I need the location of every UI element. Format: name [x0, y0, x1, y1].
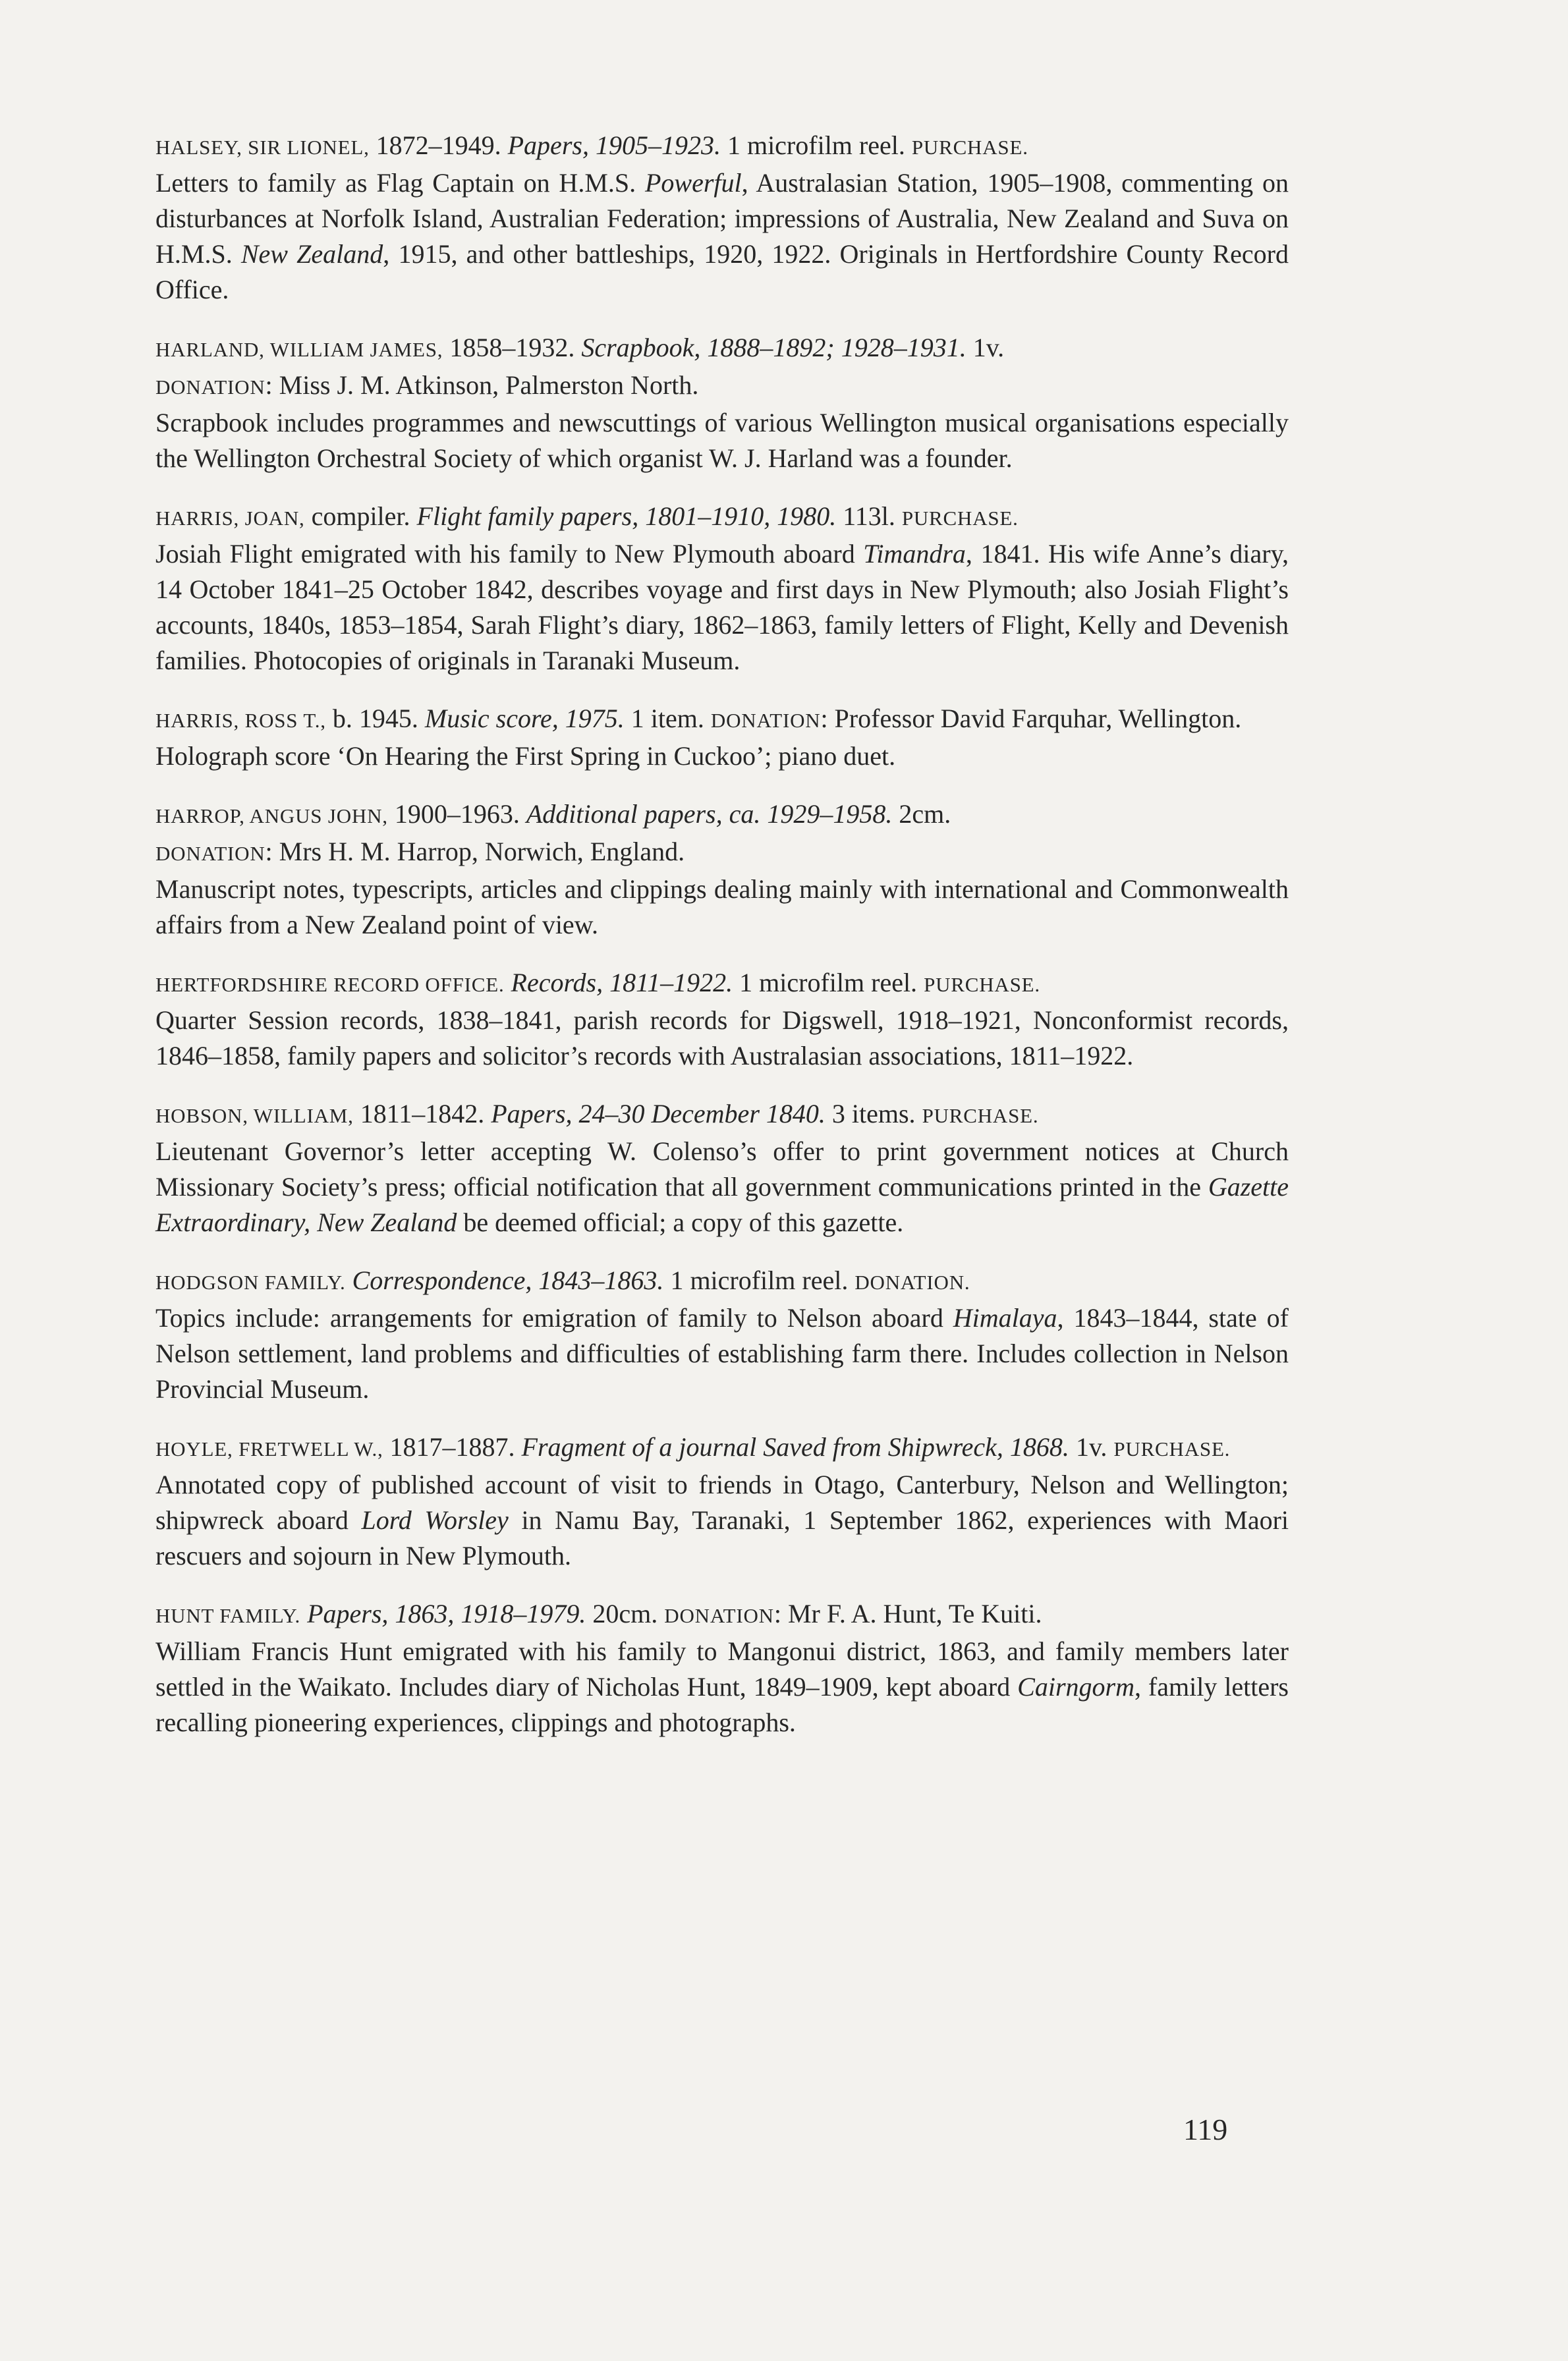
text-segment: : Professor David Farquhar, Wellington. — [820, 704, 1242, 733]
page-number: 119 — [1183, 2113, 1228, 2146]
small-caps-text: PURCHASE. — [924, 973, 1040, 996]
entry-name: HODGSON FAMILY. — [155, 1271, 346, 1294]
text-segment: 1v. — [966, 333, 1005, 362]
text-segment: William Francis Hunt emigrated with his family to Mangonui district, 1863, and family members later settled in the Waikato. Includes diary of Nicholas Hunt, 1849–1909, kept aboard — [155, 1636, 1289, 1702]
small-caps-text: DONATION — [664, 1604, 774, 1627]
entry-name: HARLAND, WILLIAM JAMES, — [155, 338, 443, 361]
catalogue-entry — [155, 1263, 1289, 1407]
italic-text: Fragment of a journal Saved from Shipwreck, 1868. — [521, 1432, 1069, 1462]
small-caps-text: DONATION — [155, 842, 266, 865]
entry-heading — [155, 128, 1289, 165]
entry-name: HARRIS, JOAN, — [155, 507, 305, 530]
entry-name: HALSEY, SIR LIONEL, — [155, 136, 370, 159]
italic-text: Powerful — [645, 168, 742, 198]
text-segment: 2cm. — [892, 799, 951, 829]
entry-description — [155, 1634, 1289, 1740]
small-caps-text: PURCHASE. — [911, 136, 1028, 159]
entry-name: HUNT FAMILY. — [155, 1604, 301, 1627]
italic-text: Gazette Extraordinary, New Zealand — [155, 1172, 1289, 1237]
entry-name: HARRIS, ROSS T., — [155, 709, 326, 732]
text-segment: Topics include: arrangements for emigration of family to Nelson aboard — [155, 1303, 953, 1333]
italic-text: New Zealand — [240, 239, 383, 269]
italic-text: Himalaya — [953, 1303, 1057, 1333]
text-segment: Letters to family as Flag Captain on H.M.S. — [155, 168, 645, 198]
entry-heading — [155, 499, 1289, 536]
text-segment: 1 microfilm reel. — [663, 1265, 855, 1295]
entry-donation-line — [155, 368, 1289, 405]
entry-name: HOYLE, FRETWELL W., — [155, 1437, 383, 1460]
text-segment: : Mrs H. M. Harrop, Norwich, England. — [265, 837, 685, 866]
entry-description — [155, 1467, 1289, 1574]
entry-description — [155, 536, 1289, 679]
text-segment: 3 items. — [825, 1099, 922, 1128]
catalogue-entry — [155, 1096, 1289, 1240]
text-segment: Holograph score ‘On Hearing the First Spring in Cuckoo’; piano duet. — [155, 741, 896, 771]
text-segment: : Mr F. A. Hunt, Te Kuiti. — [773, 1599, 1042, 1628]
entry-description — [155, 738, 1289, 774]
small-caps-text: PURCHASE. — [901, 507, 1019, 530]
text-segment: Josiah Flight emigrated with his family to New Plymouth aboard — [155, 539, 864, 569]
entry-heading — [155, 1596, 1289, 1634]
catalogue-entry — [155, 965, 1289, 1074]
text-segment: 1817–1887. — [389, 1432, 522, 1462]
text-segment: 1872–1949. — [376, 130, 508, 160]
catalogue-entry — [155, 330, 1289, 476]
text-segment: , 1841. His wife Anne’s diary, 14 October 1841–25 October 1842, describes voyage and first days in New Plymouth; also Josiah Flight’s accounts, 1840s, 1853–1854, Sarah Flight’s diary, 1862–1863, family letters of Flight, Kelly and Devenish families. Photocopies of originals in Taranaki Museum. — [155, 539, 1289, 675]
italic-text: Lord Worsley — [361, 1505, 509, 1535]
italic-text: Additional papers, ca. 1929–1958. — [526, 799, 893, 829]
entry-heading — [155, 965, 1289, 1003]
text-segment: 1 microfilm reel. — [733, 968, 924, 997]
italic-text: Timandra — [863, 539, 966, 569]
text-segment: 1900–1963. — [394, 799, 526, 829]
entry-name: HARROP, ANGUS JOHN, — [155, 804, 388, 827]
text-segment: 1858–1932. — [449, 333, 582, 362]
entry-heading — [155, 1430, 1289, 1467]
catalogue-entries — [155, 128, 1289, 1763]
text-segment: Scrapbook includes programmes and newscuttings of various Wellington musical organisations especially the Wellington Orchestral Society of which organist W. J. Harland was a founder. — [155, 408, 1289, 473]
text-segment: , 1915, and other battleships, 1920, 1922. Originals in Hertfordshire County Record Office. — [155, 239, 1289, 304]
entry-description — [155, 872, 1289, 943]
entry-description — [155, 1134, 1289, 1240]
text-segment: compiler. — [311, 501, 417, 531]
italic-text: Records, 1811–1922. — [511, 968, 733, 997]
catalogue-entry — [155, 499, 1289, 679]
entry-description — [155, 1300, 1289, 1407]
text-segment: : Miss J. M. Atkinson, Palmerston North. — [265, 370, 699, 400]
italic-text: Flight family papers, 1801–1910, 1980. — [416, 501, 837, 531]
italic-text: Music score, 1975. — [424, 704, 625, 733]
italic-text: Papers, 1905–1923. — [507, 130, 721, 160]
entry-description — [155, 1003, 1289, 1074]
catalogue-entry — [155, 1430, 1289, 1574]
entry-donation-line — [155, 834, 1289, 872]
catalogue-entry — [155, 796, 1289, 943]
text-segment: in Namu Bay, Taranaki, 1 September 1862, experiences with Maori rescuers and sojourn in New Plymouth. — [155, 1505, 1289, 1570]
text-segment: , Australasian Station, 1905–1908, commenting on disturbances at Norfolk Island, Australian Federation; impressions of Australia, New Zealand and Suva on H.M.S. — [155, 168, 1289, 269]
entry-heading — [155, 1263, 1289, 1300]
catalogue-entry — [155, 128, 1289, 308]
catalogue-entry — [155, 1596, 1289, 1740]
italic-text: Correspondence, 1843–1863. — [352, 1265, 664, 1295]
italic-text: Papers, 1863, 1918–1979. — [307, 1599, 586, 1628]
text-segment: 113l. — [836, 501, 902, 531]
text-segment: Annotated copy of published account of visit to friends in Otago, Canterbury, Nelson and Wellington; shipwreck aboard — [155, 1470, 1289, 1535]
small-caps-text: PURCHASE. — [1113, 1437, 1231, 1460]
small-caps-text: PURCHASE. — [922, 1104, 1039, 1127]
catalogue-entry — [155, 701, 1289, 774]
text-segment: , family letters recalling pioneering experiences, clippings and photographs. — [155, 1672, 1289, 1737]
text-segment: 1v. — [1069, 1432, 1114, 1462]
text-segment: b. 1945. — [332, 704, 425, 733]
entry-heading — [155, 701, 1289, 738]
entry-heading — [155, 330, 1289, 368]
entry-name: HOBSON, WILLIAM, — [155, 1104, 354, 1127]
text-segment: 1 microfilm reel. — [720, 130, 912, 160]
text-segment: 20cm. — [586, 1599, 665, 1628]
text-segment: , 1843–1844, state of Nelson settlement, land problems and difficulties of establishing farm there. Includes collection in Nelson Provincial Museum. — [155, 1303, 1289, 1404]
small-caps-text: DONATION — [155, 375, 266, 399]
entry-name: HERTFORDSHIRE RECORD OFFICE. — [155, 973, 505, 996]
text-segment: Quarter Session records, 1838–1841, parish records for Digswell, 1918–1921, Nonconformist records, 1846–1858, family papers and solicitor’s records with Australasian associations, 1811–1922. — [155, 1005, 1289, 1070]
entry-heading — [155, 1096, 1289, 1134]
italic-text: Cairngorm — [1017, 1672, 1134, 1702]
text-segment: 1811–1842. — [360, 1099, 491, 1128]
italic-text: Scrapbook, 1888–1892; 1928–1931. — [581, 333, 966, 362]
text-segment: 1 item. — [624, 704, 711, 733]
text-segment: Manuscript notes, typescripts, articles and clippings dealing mainly with international and Commonwealth affairs from a New Zealand point of view. — [155, 874, 1289, 939]
entry-description — [155, 165, 1289, 308]
small-caps-text: DONATION. — [854, 1271, 970, 1294]
text-segment: be deemed official; a copy of this gazette. — [457, 1208, 904, 1237]
text-segment: Lieutenant Governor’s letter accepting W. Colenso’s offer to print government notices at Church Missionary Society’s press; official notification that all government communications printed in the — [155, 1136, 1289, 1202]
italic-text: Papers, 24–30 December 1840. — [491, 1099, 826, 1128]
entry-description — [155, 405, 1289, 476]
entry-heading — [155, 796, 1289, 834]
small-caps-text: DONATION — [710, 709, 821, 732]
